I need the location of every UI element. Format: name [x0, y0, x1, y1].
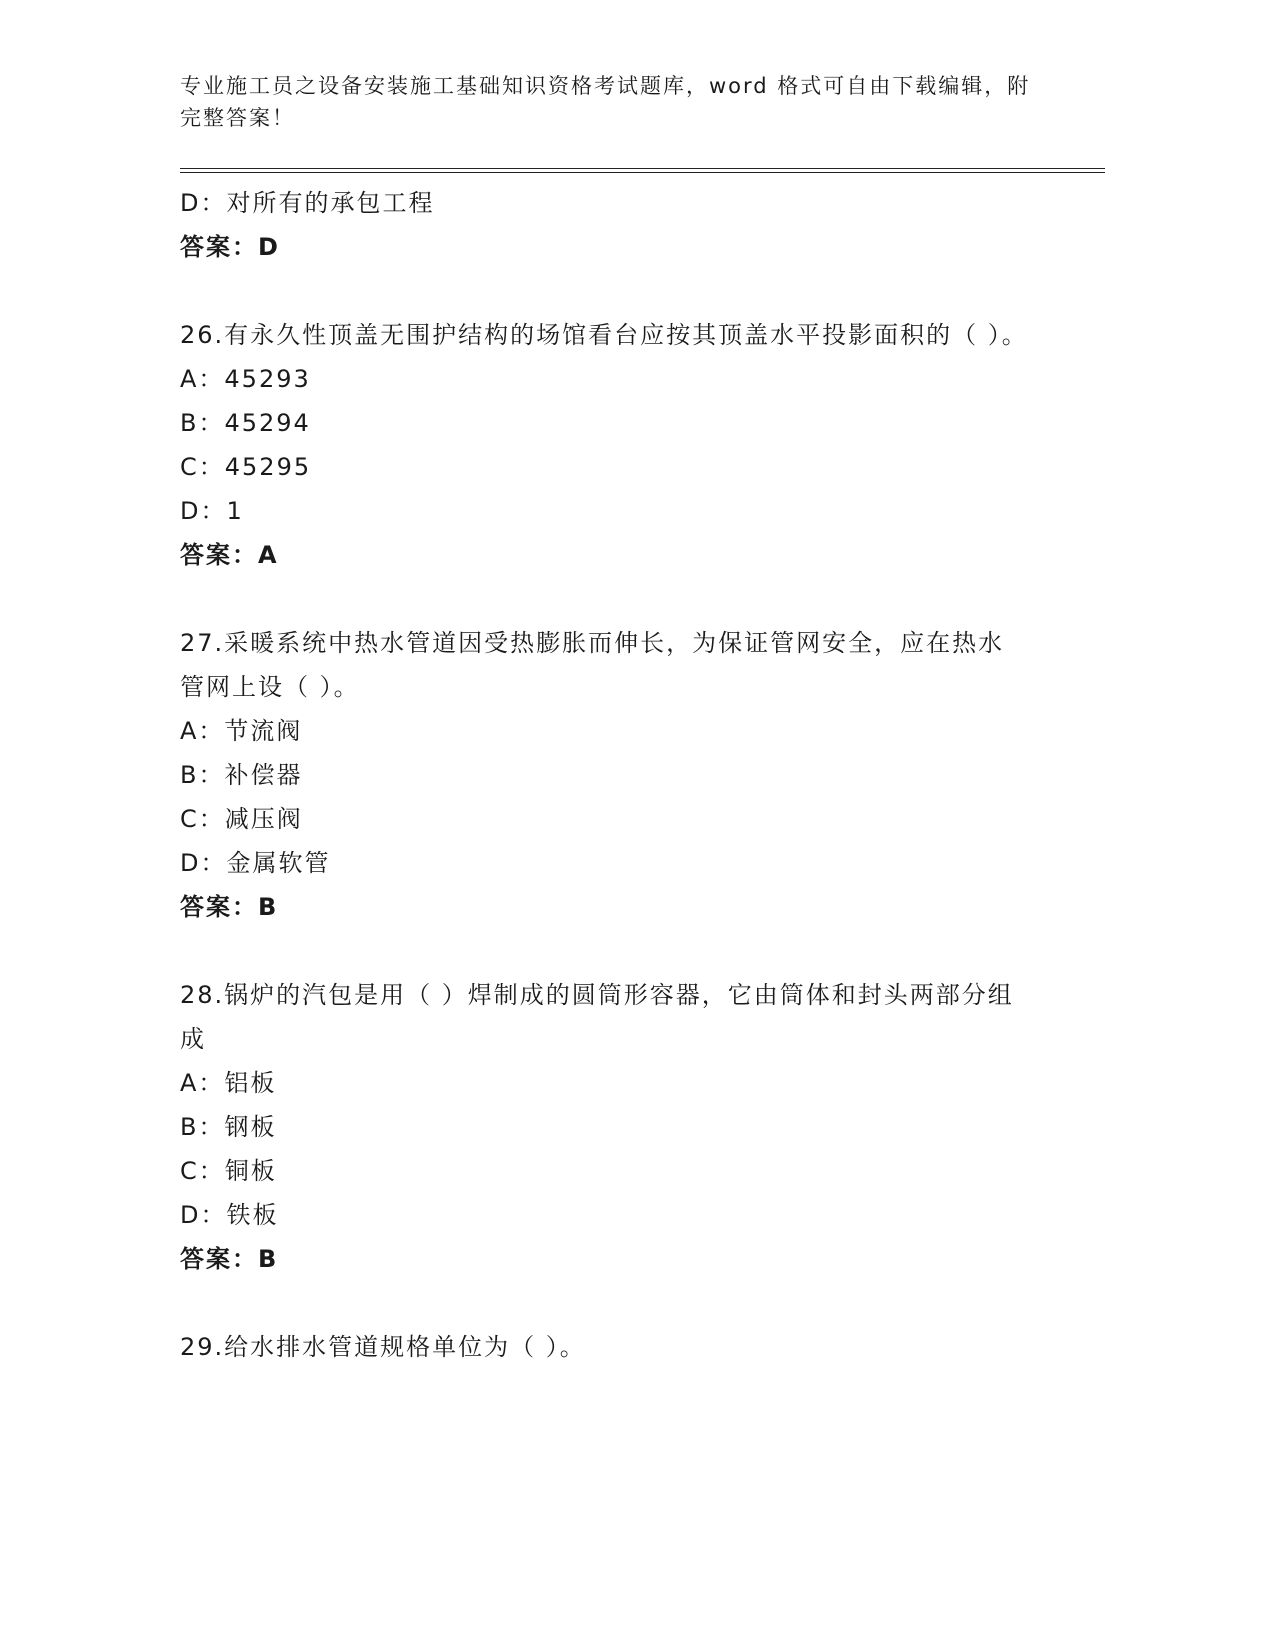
question-29 — [180, 1325, 1105, 1369]
answer-line: 答案：A — [180, 541, 279, 569]
option-b: B：钢板 — [180, 1113, 277, 1141]
question-28 — [180, 973, 1105, 1281]
header-divider — [180, 168, 1105, 173]
option-c: C：铜板 — [180, 1157, 277, 1185]
question-stem: 27.采暖系统中热水管道因受热膨胀而伸长，为保证管网安全，应在热水管网上设（ ）。 — [180, 629, 1005, 701]
option-d: D：对所有的承包工程 — [180, 189, 435, 217]
option-b: B：45294 — [180, 409, 311, 437]
option-a: A：45293 — [180, 365, 311, 393]
question-stem: 26.有永久性顶盖无围护结构的场馆看台应按其顶盖水平投影面积的（ ）。 — [180, 321, 1028, 349]
question-26 — [180, 313, 1105, 577]
option-c: C：45295 — [180, 453, 312, 481]
answer-line: 答案：B — [180, 1245, 279, 1273]
answer-line: 答案：B — [180, 893, 279, 921]
option-d: D：铁板 — [180, 1201, 279, 1229]
header-text: 专业施工员之设备安装施工基础知识资格考试题库，word 格式可自由下载编辑，附完整答案！ — [180, 74, 1031, 130]
question-stem: 29.给水排水管道规格单位为（ ）。 — [180, 1333, 586, 1361]
answer-line: 答案：D — [180, 233, 280, 261]
question-list — [180, 181, 1105, 1369]
document-page — [180, 70, 1105, 1369]
question-stem: 28.锅炉的汽包是用（ ）焊制成的圆筒形容器，它由筒体和封头两部分组成 — [180, 981, 1014, 1053]
question-27 — [180, 621, 1105, 929]
option-a: A：节流阀 — [180, 717, 303, 745]
option-c: C：减压阀 — [180, 805, 303, 833]
option-d: D：金属软管 — [180, 849, 331, 877]
option-d: D：1 — [180, 497, 244, 525]
option-a: A：铝板 — [180, 1069, 277, 1097]
option-b: B：补偿器 — [180, 761, 303, 789]
